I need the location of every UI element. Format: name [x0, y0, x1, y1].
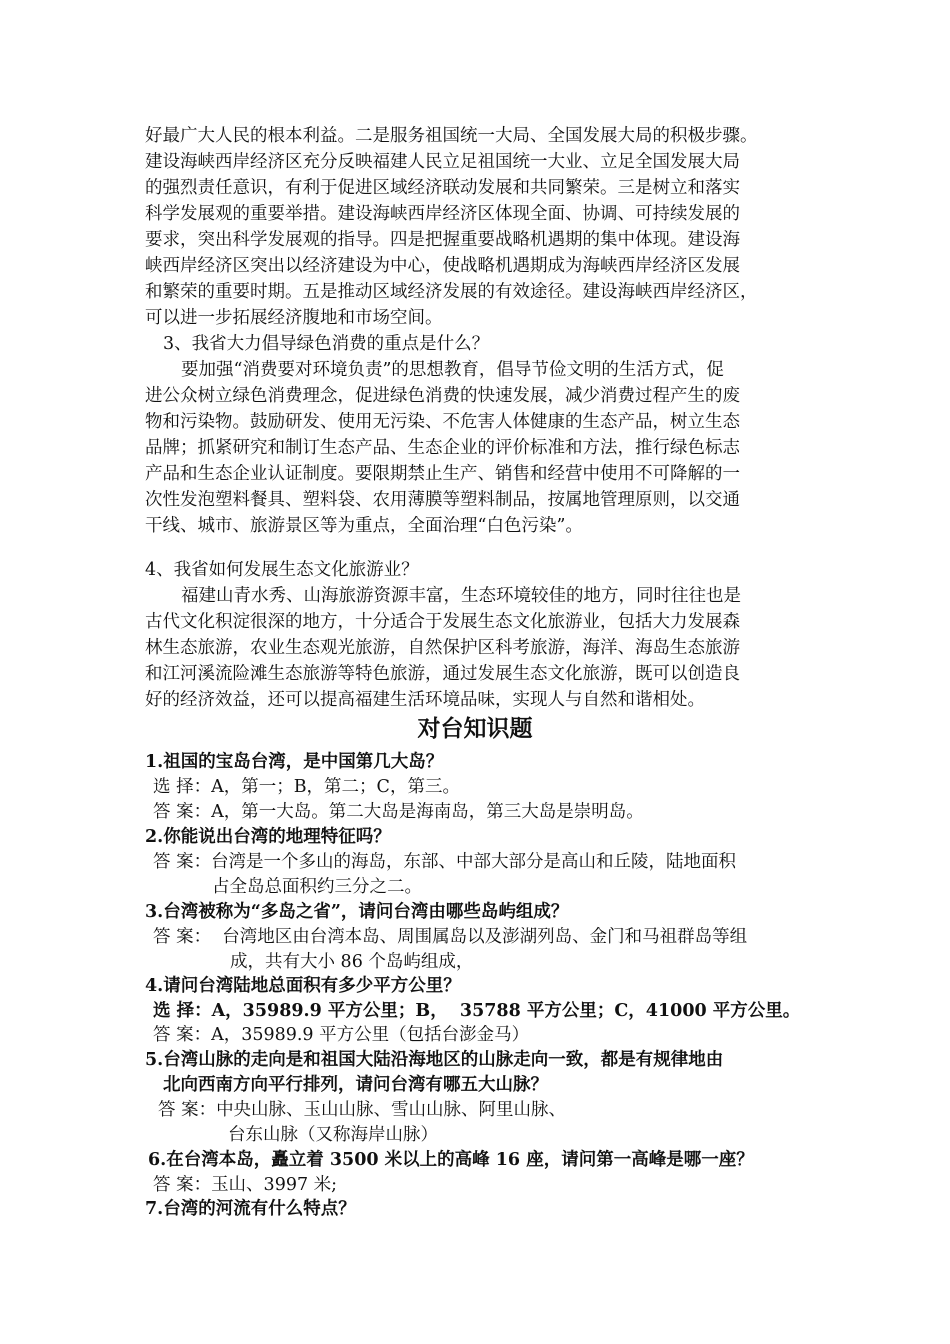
quiz-choices: 选 择：A，第一；B，第二；C，第三。: [153, 777, 460, 797]
paragraph-line: 峡西岸经济区突出以经济建设为中心，使战略机遇期成为海峡西岸经济区发展: [145, 256, 740, 276]
paragraph-line: 和江河溪流险滩生态旅游等特色旅游，通过发展生态文化旅游，既可以创造良: [145, 664, 740, 684]
paragraph-line: 的强烈责任意识，有利于促进区域经济联动发展和共同繁荣。三是树立和落实: [145, 178, 740, 198]
quiz-question: 7.台湾的河流有什么特点？: [145, 1199, 356, 1219]
quiz-answer: 答 案：台湾是一个多山的海岛，东部、中部大部分是高山和丘陵，陆地面积: [153, 852, 737, 872]
quiz-answer: 答 案：中央山脉、玉山山脉、雪山山脉、阿里山脉、: [158, 1100, 567, 1120]
paragraph-line: 可以进一步拓展经济腹地和市场空间。: [145, 308, 443, 328]
paragraph-line: 品牌；抓紧研究和制订生态产品、生态企业的评价标准和方法，推行绿色标志: [145, 438, 740, 458]
paragraph-line: 要求，突出科学发展观的指导。四是把握重要战略机遇期的集中体现。建设海: [145, 230, 740, 250]
quiz-answer-cont: 成，共有大小 86 个岛屿组成，: [230, 952, 474, 972]
quiz-question-cont: 北向西南方向平行排列，请问台湾有哪五大山脉？: [163, 1075, 548, 1095]
paragraph-line: 产品和生态企业认证制度。要限期禁止生产、销售和经营中使用不可降解的一: [145, 464, 740, 484]
quiz-answer: 答 案：A，第一大岛。第二大岛是海南岛，第三大岛是崇明岛。: [153, 802, 644, 822]
quiz-question: 6.在台湾本岛，矗立着 3500 米以上的高峰 16 座，请问第一高峰是哪一座？: [148, 1150, 754, 1170]
quiz-answer: 答 案： 台湾地区由台湾本岛、周围属岛以及澎湖列岛、金门和马祖群岛等组: [153, 927, 748, 947]
paragraph-line: 好的经济效益，还可以提高福建生活环境品味，实现人与自然和谐相处。: [145, 690, 705, 710]
quiz-choices: 选 择：A，35989.9 平方公里；B， 35788 平方公里；C，41000 平方公里。: [153, 1001, 801, 1021]
paragraph-line: 次性发泡塑料餐具、塑料袋、农用薄膜等塑料制品，按属地管理原则，以交通: [145, 490, 740, 510]
quiz-answer-cont: 台东山脉（又称海岸山脉）: [228, 1125, 438, 1145]
paragraph-line: 科学发展观的重要举措。建设海峡西岸经济区体现全面、协调、可持续发展的: [145, 204, 740, 224]
quiz-answer-cont: 占全岛总面积约三分之二。: [212, 877, 422, 897]
quiz-question: 5.台湾山脉的走向是和祖国大陆沿海地区的山脉走向一致，都是有规律地由: [145, 1050, 724, 1070]
section-title: 对台知识题: [417, 715, 533, 742]
quiz-question: 1.祖国的宝岛台湾，是中国第几大岛？: [145, 752, 444, 772]
paragraph-line: 福建山青水秀、山海旅游资源丰富，生态环境较佳的地方，同时往往也是: [181, 586, 741, 606]
quiz-answer: 答 案：玉山、3997 米;: [153, 1175, 338, 1195]
paragraph-line: 好最广大人民的根本利益。二是服务祖国统一大局、全国发展大局的积极步骤。: [145, 126, 758, 146]
question-heading: 4、我省如何发展生态文化旅游业？: [145, 560, 419, 580]
quiz-question: 4.请问台湾陆地总面积有多少平方公里？: [145, 976, 461, 996]
paragraph-line: 古代文化积淀很深的地方，十分适合于发展生态文化旅游业，包括大力发展森: [145, 612, 740, 632]
quiz-answer: 答 案：A，35989.9 平方公里（包括台澎金马）: [153, 1025, 530, 1045]
paragraph-line: 干线、城市、旅游景区等为重点，全面治理“白色污染”。: [145, 516, 583, 536]
quiz-question: 3.台湾被称为“多岛之省”，请问台湾由哪些岛屿组成？: [145, 902, 569, 922]
quiz-question: 2.你能说出台湾的地理特征吗？: [145, 827, 391, 847]
paragraph-line: 建设海峡西岸经济区充分反映福建人民立足祖国统一大业、立足全国发展大局: [145, 152, 740, 172]
question-heading: 3、我省大力倡导绿色消费的重点是什么？: [163, 334, 490, 354]
paragraph-line: 要加强“消费要对环境负责”的思想教育，倡导节俭文明的生活方式，促: [181, 360, 724, 380]
paragraph-line: 进公众树立绿色消费理念，促进绿色消费的快速发展，减少消费过程产生的废: [145, 386, 740, 406]
paragraph-line: 林生态旅游，农业生态观光旅游，自然保护区科考旅游，海洋、海岛生态旅游: [145, 638, 740, 658]
paragraph-line: 和繁荣的重要时期。五是推动区域经济发展的有效途径。建设海峡西岸经济区，: [145, 282, 758, 302]
paragraph-line: 物和污染物。鼓励研发、使用无污染、不危害人体健康的生态产品，树立生态: [145, 412, 740, 432]
